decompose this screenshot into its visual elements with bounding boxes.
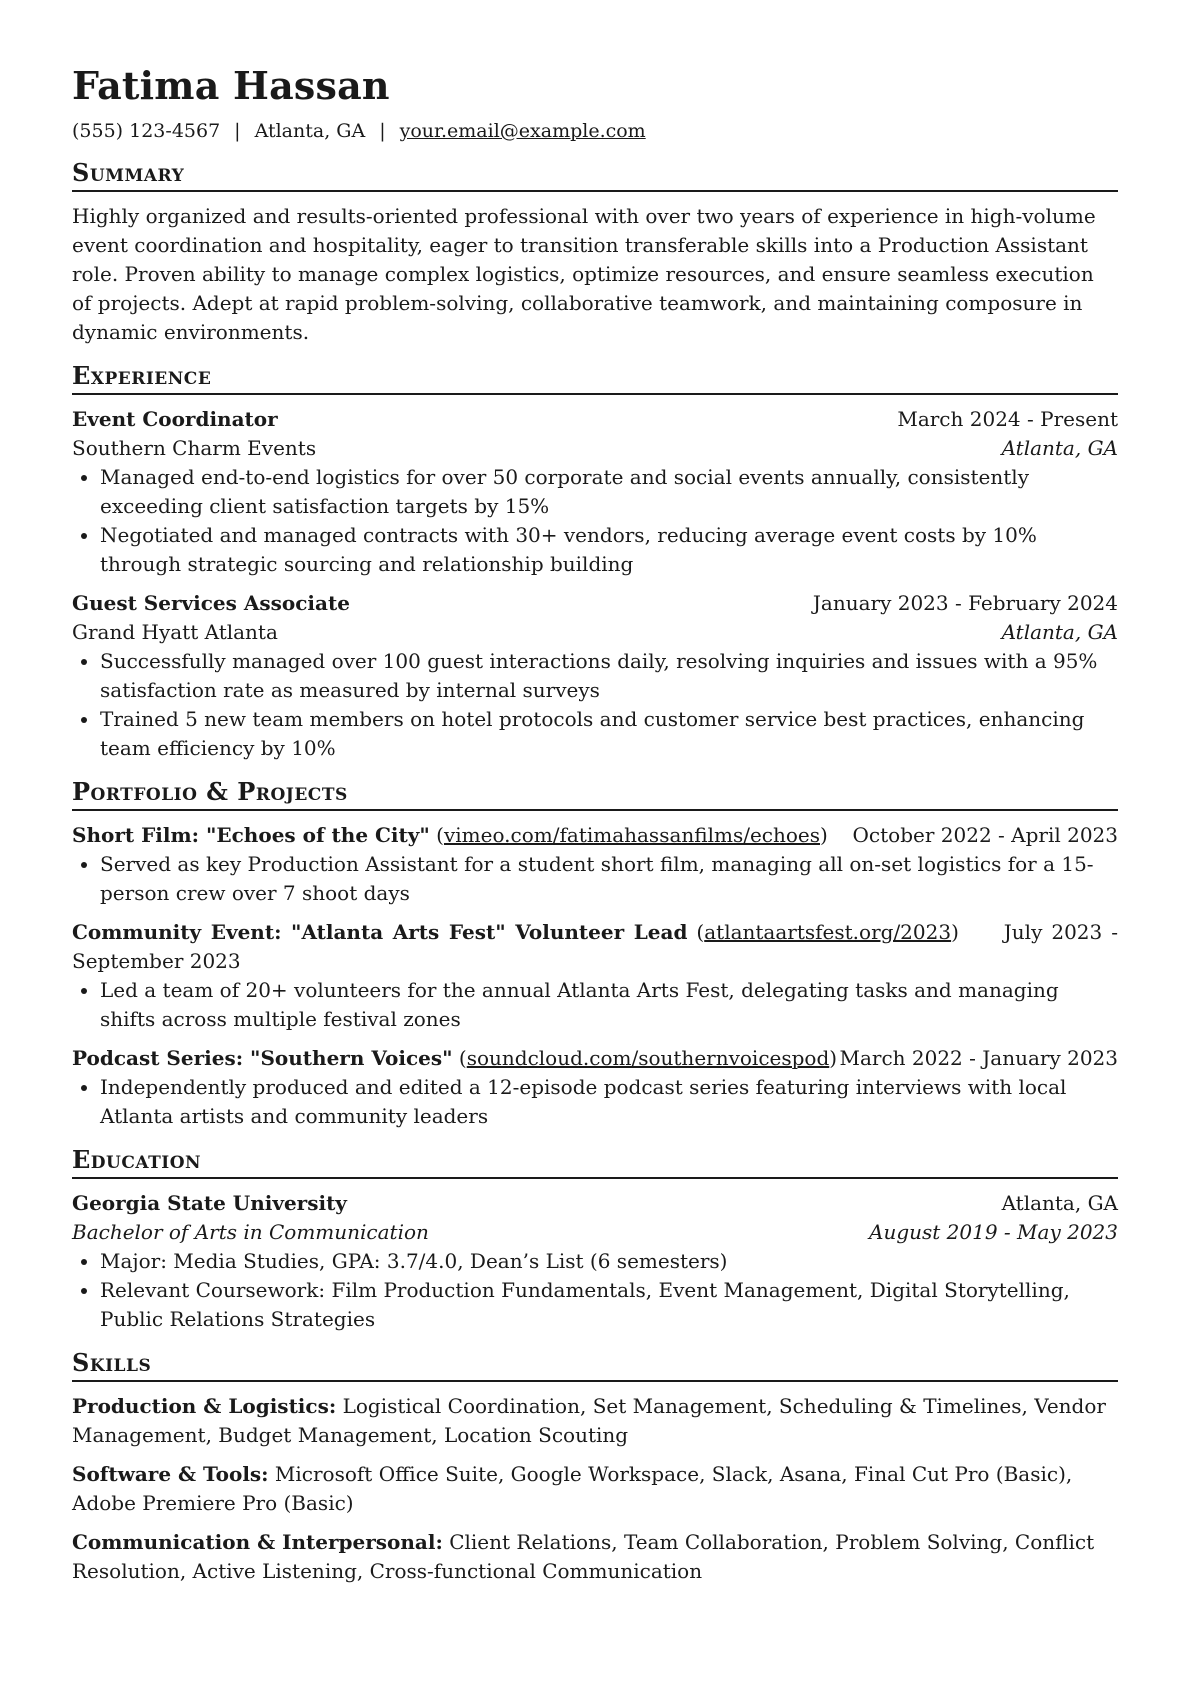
project-entry: Short Film: "Echoes of the City" (vimeo.com/fatimahassanfilms/echoes) October 2022 - April 2023 • Served as key Production Assistant for a student short film, managing all on-set logistics for a 15-person crew over 7 shoot days [72,821,1118,908]
education-entry [72,1189,1118,1334]
separator: | [234,120,241,142]
job-company: Southern Charm Events [72,436,317,460]
bullet-item: • Led a team of 20+ volunteers for the annual Atlanta Arts Fest, delegating tasks and managing shifts across multiple festival zones [100,976,1118,1034]
job-bullets [72,647,1118,763]
job-location: Atlanta, GA [1001,620,1118,644]
school-location: Atlanta, GA [1001,1191,1118,1215]
skill-items: Logistical Coordination, Set Management, Scheduling & Timelines, Vendor Management, Budget Management, Location Scouting [72,1394,1106,1447]
project-entry: Community Event: "Atlanta Arts Fest" Volunteer Lead (atlantaartsfest.org/2023) July 2023 - September 2023 • Led a team of 20+ volunteers for the annual Atlanta Arts Fest, delegating tasks and managing shifts across multiple festival zones [72,918,1118,1034]
skill-label: Communication & Interpersonal: [72,1530,443,1554]
project-bullets [72,1073,1118,1131]
separator: | [379,120,386,142]
skill-group [72,1528,1118,1586]
contact-line [72,118,1118,144]
project-link[interactable]: soundcloud.com/southernvoicespod [466,1046,830,1070]
project-dates: October 2022 - April 2023 [852,823,1118,847]
bullet-item: • Major: Media Studies, GPA: 3.7/4.0, Dean’s List (6 semesters) [100,1247,1118,1276]
project-link[interactable]: vimeo.com/fatimahassanfilms/echoes [443,823,821,847]
skill-label: Software & Tools: [72,1462,269,1486]
location: Atlanta, GA [254,120,366,142]
bullet-item: • Successfully managed over 100 guest interactions daily, resolving inquiries and issues with a 95% satisfaction rate as measured by internal surveys [100,647,1118,705]
section-title-education: Education [72,1145,1118,1179]
project-bullets [72,976,1118,1034]
education-dates: August 2019 - May 2023 [869,1220,1118,1244]
bullet-item: • Trained 5 new team members on hotel protocols and customer service best practices, enhancing team efficiency by 10% [100,705,1118,763]
section-title-experience: Experience [72,361,1118,395]
bullet-item: • Served as key Production Assistant for a student short film, managing all on-set logistics for a 15-person crew over 7 shoot days [100,850,1118,908]
project-bullets [72,850,1118,908]
skill-items: Microsoft Office Suite, Google Workspace, Slack, Asana, Final Cut Pro (Basic), Adobe Premiere Pro (Basic) [72,1462,1073,1515]
bullet-item: • Negotiated and managed contracts with 30+ vendors, reducing average event costs by 10% through strategic sourcing and relationship building [100,521,1118,579]
section-title-summary: Summary [72,158,1118,192]
job-entry [72,589,1118,763]
skill-items: Client Relations, Team Collaboration, Problem Solving, Conflict Resolution, Active Listening, Cross-functional Communication [72,1530,1095,1583]
phone-number: (555) 123-4567 [72,120,221,142]
school-name: Georgia State University [72,1191,347,1215]
skill-label: Production & Logistics: [72,1394,337,1418]
project-name: Podcast Series: "Southern Voices" [72,1046,453,1070]
education-bullets [72,1247,1118,1334]
email-link[interactable]: your.email@example.com [399,120,646,142]
job-bullets [72,463,1118,579]
section-title-skills: Skills [72,1348,1118,1382]
job-company: Grand Hyatt Atlanta [72,620,278,644]
job-entry [72,405,1118,579]
project-dates: March 2022 - January 2023 [839,1046,1118,1070]
bullet-item: • Relevant Coursework: Film Production Fundamentals, Event Management, Digital Storytelling, Public Relations Strategies [100,1276,1118,1334]
project-link[interactable]: atlantaartsfest.org/2023 [704,920,952,944]
degree: Bachelor of Arts in Communication [72,1220,429,1244]
project-name: Community Event: "Atlanta Arts Fest" Volunteer Lead [72,920,688,944]
bullet-item: • Independently produced and edited a 12-episode podcast series featuring interviews with local Atlanta artists and community leaders [100,1073,1118,1131]
job-location: Atlanta, GA [1001,436,1118,460]
summary-text: Highly organized and results-oriented professional with over two years of experience in high-volume event coordination and hospitality, eager to transition transferable skills into a Production Assistant role. Proven ability to manage complex logistics, optimize resources, and ensure seamless execution of projects. Adept at rapid problem-solving, collaborative teamwork, and maintaining composure in dynamic environments. [72,204,1096,344]
bullet-item: • Managed end-to-end logistics for over 50 corporate and social events annually, consistently exceeding client satisfaction targets by 15% [100,463,1118,521]
job-role: Event Coordinator [72,407,278,431]
project-entry: Podcast Series: "Southern Voices" (soundcloud.com/southernvoicespod) March 2022 - January 2023 • Independently produced and edited a 12-episode podcast series featuring interviews with local Atlanta artists and community leaders [72,1044,1118,1131]
job-dates: March 2024 - Present [897,407,1118,431]
skill-group [72,1392,1118,1450]
job-dates: January 2023 - February 2024 [812,591,1118,615]
skill-group [72,1460,1118,1518]
project-dates: July 2023 - September 2023 [72,920,1118,973]
job-role: Guest Services Associate [72,591,350,615]
project-name: Short Film: "Echoes of the City" [72,823,430,847]
section-title-projects: Portfolio & Projects [72,777,1118,811]
candidate-name: Fatima Hassan [72,63,390,108]
